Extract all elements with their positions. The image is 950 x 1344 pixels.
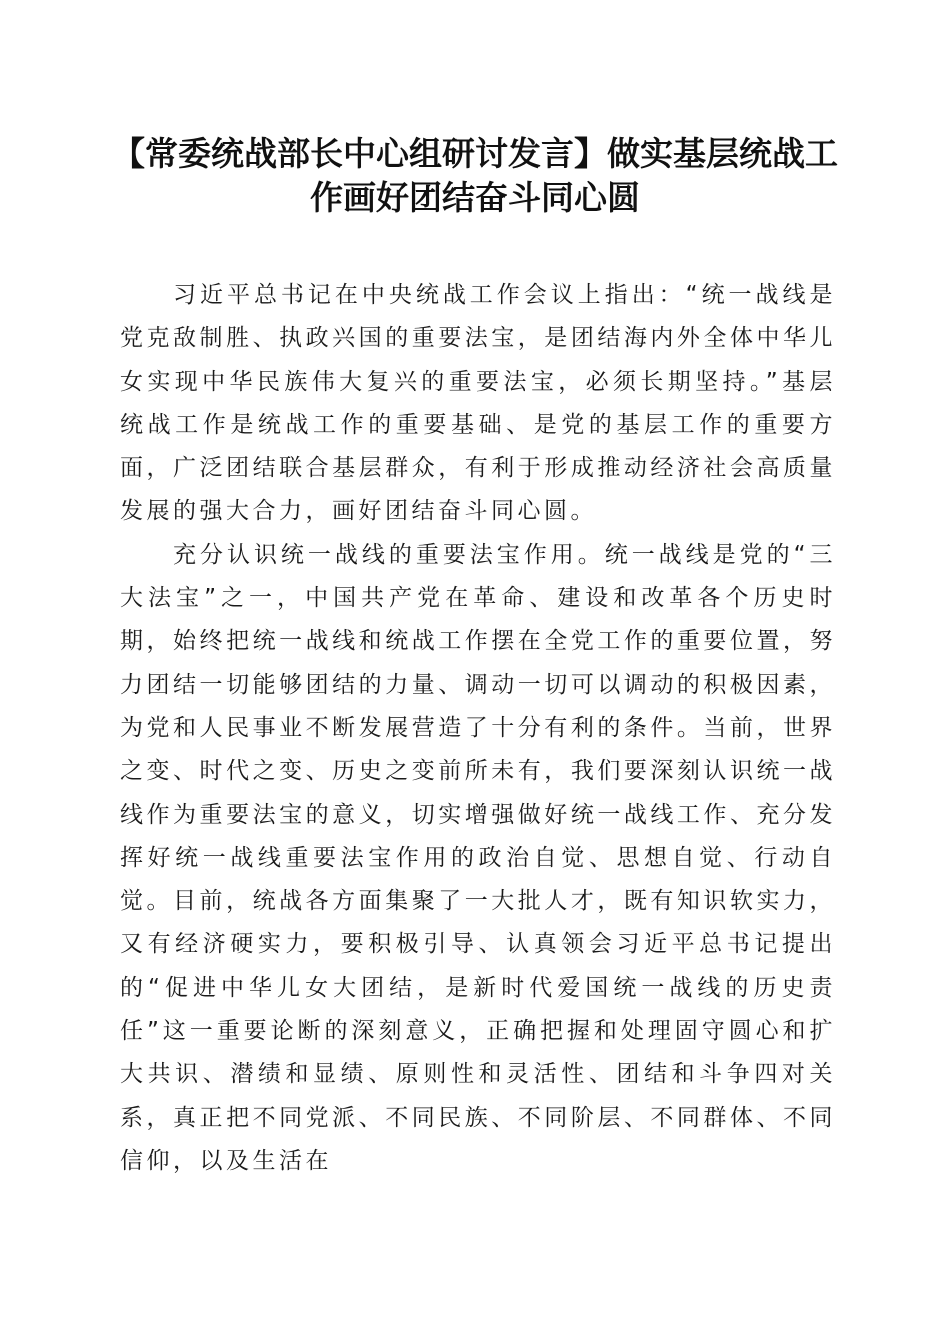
document-body (120, 274, 836, 1183)
paragraph: 习近平总书记在中央统战工作会议上指出：“统一战线是党克敌制胜、执政兴国的重要法宝，是团结海内外全体中华儿女实现中华民族伟大复兴的重要法宝，必须长期坚持。”基层统战工作是统战工作的重要基础、是党的基层工作的重要方面，广泛团结联合基层群众，有利于形成推动经济社会高质量发展的强大合力，画好团结奋斗同心圆。 (120, 282, 836, 525)
document-title: 【常委统战部长中心组研讨发言】做实基层统战工作画好团结奋斗同心圆 (112, 134, 838, 217)
paragraph: 充分认识统一战线的重要法宝作用。统一战线是党的“三大法宝”之一，中国共产党在革命、建设和改革各个历史时期，始终把统一战线和统战工作摆在全党工作的重要位置，努力团结一切能够团结的力量、调动一切可以调动的积极因素，为党和人民事业不断发展营造了十分有利的条件。当前，世界之变、时代之变、历史之变前所未有，我们要深刻认识统一战线作为重要法宝的意义，切实增强做好统一战线工作、充分发挥好统一战线重要法宝作用的政治自觉、思想自觉、行动自觉。目前，统战各方面集聚了一大批人才，既有知识软实力，又有经济硬实力，要积极引导、认真领会习近平总书记提出的“促进中华儿女大团结，是新时代爱国统一战线的历史责任”这一重要论断的深刻意义，正确把握和处理固守圆心和扩大共识、潜绩和显绩、原则性和灵活性、团结和斗争四对关系，真正把不同党派、不同民族、不同阶层、不同群体、不同信仰，以及生活在 (120, 541, 836, 1174)
